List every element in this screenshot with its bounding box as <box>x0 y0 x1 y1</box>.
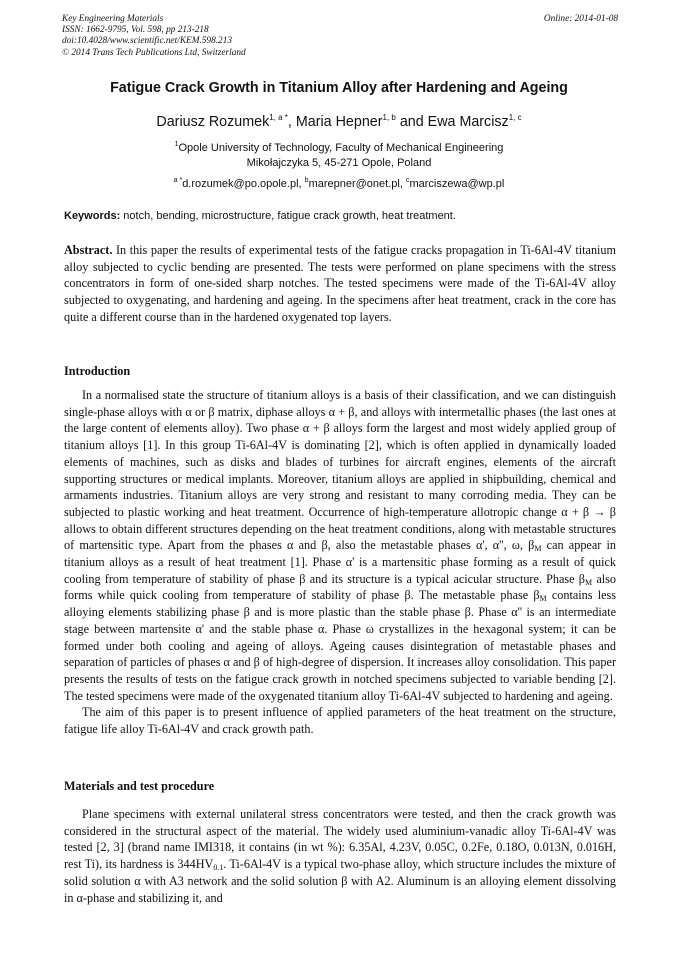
affiliation <box>40 138 638 170</box>
section-heading-introduction: Introduction <box>64 364 131 378</box>
author-separator: , <box>287 114 296 130</box>
email-mark: a * <box>173 177 183 184</box>
paragraph-text: contains less alloying elements stabilizing phase β and is more plastic than the stable phase β. Phase α'' is an intermediate stage between martensite α' and the stable phase α. Phase ω crystallizes in the hexagonal system; it can be formed under both cooling and ageing of alloys. Ageing causes disintegration of metastable phases and separation of particles of phases α and β of high-degree of dispersion. It increases alloy consolidation. This paper presents the results of tests on the fatigue crack growth in notched specimens subjected to variable bending [2]. The tested specimens were made of the oxygenated titanium alloy Ti-6Al-4V subjected to hardening and ageing. <box>64 588 616 703</box>
affiliation-line-1: Opole University of Technology, Faculty of Mechanical Engineering <box>178 142 504 154</box>
subscript: 0.1 <box>213 863 224 873</box>
subscript: M <box>539 594 547 604</box>
paragraph-text: can appear in titanium alloys as a result of heat treatment [1]. Phase α' is a martensitic phase forming as a result of quick cooling from temperature of stability of phase β and its structure is a typical acicular structure. Phase β <box>64 538 616 586</box>
keywords-label: Keywords: <box>64 210 121 222</box>
email-mark: c <box>405 177 410 184</box>
email-address: d.rozumek@po.opole.pl, <box>182 178 305 190</box>
paragraph-text: In a normalised state the structure of titanium alloys is a basis of their classification, and we can distinguish single-phase alloys with α or β matrix, diphase alloys α + β, and alloys with intermetallic phases (the last ones at the large content of elements alloy). Two phase α + β alloys form the largest and most widely applied group of titanium alloys [1]. In this group Ti-6Al-4V is dominating [2], which is often applied in dynamically loaded elements of machines, such as disks and blades of turbines for aircraft engines, elements of the aircraft supporting structures or medical implants. Moreover, titanium alloys are applied in shipbuilding, chemical and armaments industries. Titanium alloys are very strong and resistant to many corroding media. They can be subjected to plastic working and heat treatment. Occurrence of high-temperature allotropic change α + β → β allows to obtain different structures depending on the heat treatment conditions, along with metastable structures of martensitic type. Apart from the phases α and β, also the metastable phases α', α'', ω, β <box>64 388 616 553</box>
intro-paragraph-1 <box>64 387 616 704</box>
intro-paragraph-2: The aim of this paper is to present influence of applied parameters of the heat treatment on the structure, fatigue life alloy Ti-6Al-4V and crack growth path. <box>64 705 616 737</box>
abstract-label: Abstract. <box>64 243 113 257</box>
section-heading-materials: Materials and test procedure <box>64 779 215 793</box>
materials-body <box>64 806 616 906</box>
abstract-text: In this paper the results of experimental tests of the fatigue cracks propagation in Ti-6Al-4V titanium alloy subjected to cyclic bending are presented. The tests were performed on plane specimens with the stress concentrators in form of one-sided sharp notches. The tested specimens were made of the Ti-6Al-4V alloy subjected to oxygenating, and hardening and ageing. In the specimens after heat treatment, crack in the core has quite a different course than in the hardened oxygenated top layers. <box>64 243 616 324</box>
author-affiliation-mark: 1, a * <box>269 113 288 122</box>
abstract <box>64 242 616 326</box>
author-list <box>40 113 638 130</box>
journal-name: Key Engineering Materials <box>62 14 164 24</box>
issn-line: ISSN: 1662-9795, Vol. 598, pp 213-218 <box>62 25 209 36</box>
online-date: Online: 2014-01-08 <box>543 14 618 24</box>
author-name: Maria Hepner <box>295 114 383 130</box>
doi-line: doi:10.4028/www.scientific.net/KEM.598.213 <box>62 36 232 47</box>
materials-paragraph-1 <box>64 806 616 906</box>
keywords-text: notch, bending, microstructure, fatigue crack growth, heat treatment. <box>120 210 456 222</box>
affiliation-line-2: Mikołajczyka 5, 45-271 Opole, Poland <box>246 156 432 169</box>
author-separator: and <box>395 114 428 130</box>
author-name: Ewa Marcisz <box>427 114 509 130</box>
paragraph-text: . Ti-6Al-4V is a typical two-phase alloy, which structure includes the mixture of solid solution α with A3 network and the solid solution β with A2. Aluminum is an alloying element dissolving in α-phase and stabilizing it, and <box>64 857 616 905</box>
author-name: Dariusz Rozumek <box>156 114 270 130</box>
paragraph-text: also forms while quick cooling from temperature of stability of phase β. The metastable phase β <box>64 571 616 603</box>
author-affiliation-mark: 1, c <box>508 113 522 122</box>
introduction-body <box>64 387 616 738</box>
subscript: M <box>585 577 593 587</box>
email-mark: b <box>304 177 309 184</box>
copyright-line: © 2014 Trans Tech Publications Ltd, Switzerland <box>62 47 246 58</box>
paper-title: Fatigue Crack Growth in Titanium Alloy after Hardening and Ageing <box>110 80 568 96</box>
journal-header <box>62 14 618 59</box>
email-address: marciszewa@wp.pl <box>409 178 505 190</box>
affiliation-mark: 1 <box>174 141 179 148</box>
author-affiliation-mark: 1, b <box>382 113 396 122</box>
email-line <box>40 174 638 192</box>
email-address: marepner@onet.pl, <box>308 178 406 190</box>
keywords <box>64 210 616 222</box>
subscript: M <box>534 544 542 554</box>
paragraph-text: Plane specimens with external unilateral stress concentrators were tested, and then the crack growth was considered in the structural aspect of the material. The widely used aluminium-vanadic alloy Ti-6Al-4V was tested [2, 3] (brand name IMI318, it contains (in wt %): 6.35Al, 4.23V, 0.05C, 0.2Fe, 0.18O, 0.013N, 0.016H, rest Ti), its hardness is 344HV <box>64 807 616 872</box>
